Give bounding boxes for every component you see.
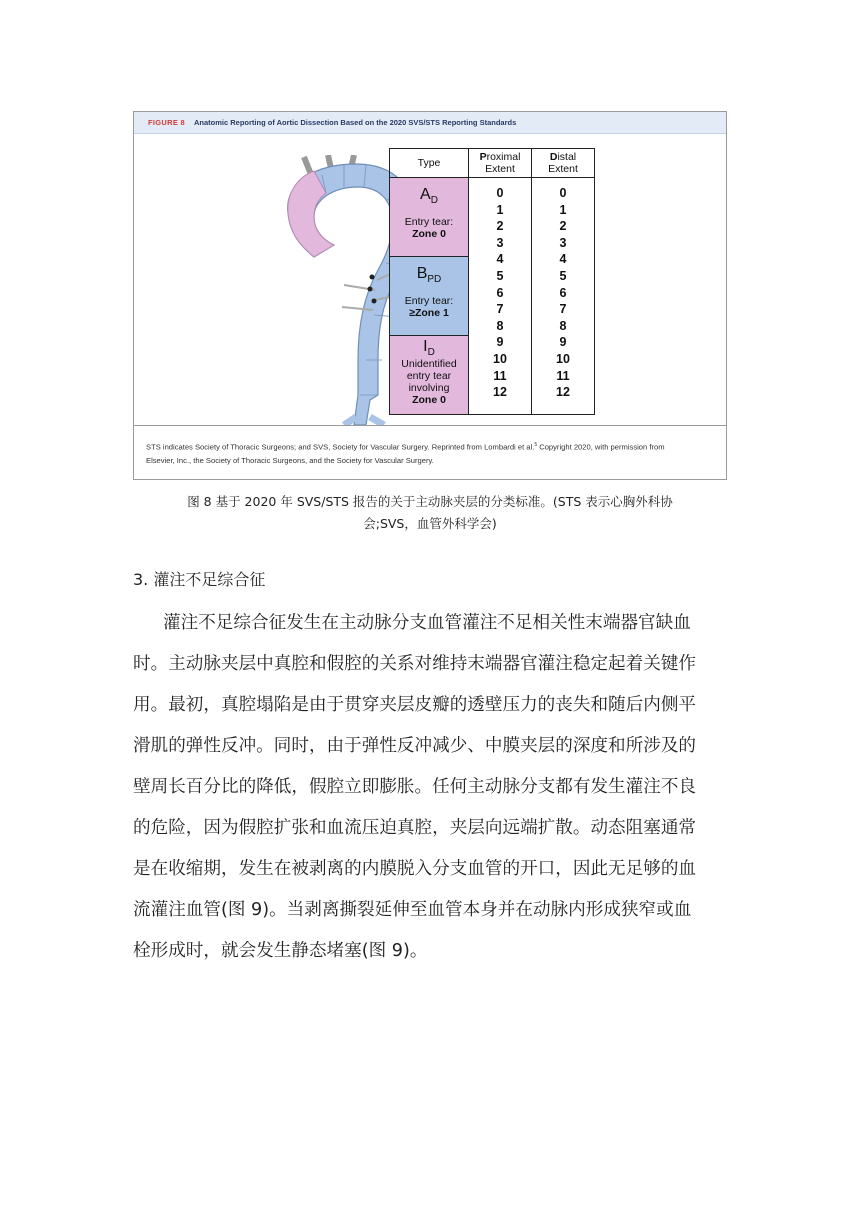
header-type: Type bbox=[390, 149, 469, 178]
header-proximal: Proximal Extent bbox=[469, 149, 532, 178]
figure-title: Anatomic Reporting of Aortic Dissection Based on the 2020 SVS/STS Reporting Standards bbox=[194, 118, 517, 127]
paragraph-line: 的危险，因为假腔扩张和血流压迫真腔，夹层向远端扩散。动态阻塞通常 bbox=[133, 818, 697, 838]
caption-line-2: 会;SVS，血管外科学会) bbox=[363, 516, 497, 531]
figure-label: FIGURE 8 bbox=[148, 118, 185, 127]
caption-line-1: 图 8 基于 2020 年 SVS/STS 报告的关于主动脉夹层的分类标准。(STS 表示心胸外科协 bbox=[187, 494, 673, 509]
type-ad-cell: $A_D$ Entry tear: Zone 0 bbox=[390, 178, 469, 257]
paragraph-line: 滑肌的弹性反冲。同时，由于弹性反冲减少、中膜夹层的深度和所涉及的 bbox=[133, 736, 697, 756]
footnote-text-a: STS indicates Society of Thoracic Surgeons; and SVS, Society for Vascular Surgery. Reprinted from Lombardi et al. bbox=[146, 442, 535, 452]
section-heading: 3. 灌注不足综合征 bbox=[133, 570, 266, 589]
body-paragraph bbox=[133, 603, 729, 972]
paragraph-line: 用。最初，真腔塌陷是由于贯穿夹层皮瓣的透壁压力的丧失和随后内侧平 bbox=[133, 695, 697, 715]
paragraph-line: 时。主动脉夹层中真腔和假腔的关系对维持末端器官灌注稳定起着关键作 bbox=[133, 654, 697, 674]
proximal-extent-values: 0 1 2 3 4 5 6 7 8 9 10 11 12 bbox=[469, 178, 532, 415]
footnote-text-b: Copyright 2020, with permission from bbox=[537, 442, 665, 452]
type-id-cell: $I_D$ Unidentified entry tear involving Zone 0 bbox=[390, 336, 469, 415]
header-distal: Distal Extent bbox=[532, 149, 595, 178]
paragraph-line: 壁周长百分比的降低，假腔立即膨胀。任何主动脉分支都有发生灌注不良 bbox=[133, 777, 697, 797]
paragraph-line: 是在收缩期，发生在被剥离的内膜脱入分支血管的开口，因此无足够的血 bbox=[133, 859, 697, 879]
footnote-divider bbox=[134, 425, 726, 426]
classification-table bbox=[389, 148, 595, 415]
distal-extent-values: 0 1 2 3 4 5 6 7 8 9 10 11 12 bbox=[532, 178, 595, 415]
figure-footnote bbox=[146, 439, 716, 467]
type-bpd-cell: $B_{PD}$ Entry tear: ≥Zone 1 bbox=[390, 257, 469, 336]
figure-caption bbox=[133, 491, 727, 535]
footnote-text-c: Elsevier, Inc., the Society of Thoracic Surgeons, and the Society for Vascular Surgery. bbox=[146, 455, 434, 465]
paragraph-line: 流灌注血管(图 9)。当剥离撕裂延伸至血管本身并在动脉内形成狭窄或血 bbox=[133, 900, 692, 920]
paragraph-line: 灌注不足综合征发生在主动脉分支血管灌注不足相关性末端器官缺血 bbox=[163, 613, 691, 633]
footnote-ref: 5 bbox=[534, 442, 538, 448]
paragraph-line: 栓形成时，就会发生静态堵塞(图 9)。 bbox=[133, 941, 428, 961]
figure-header bbox=[134, 112, 726, 134]
